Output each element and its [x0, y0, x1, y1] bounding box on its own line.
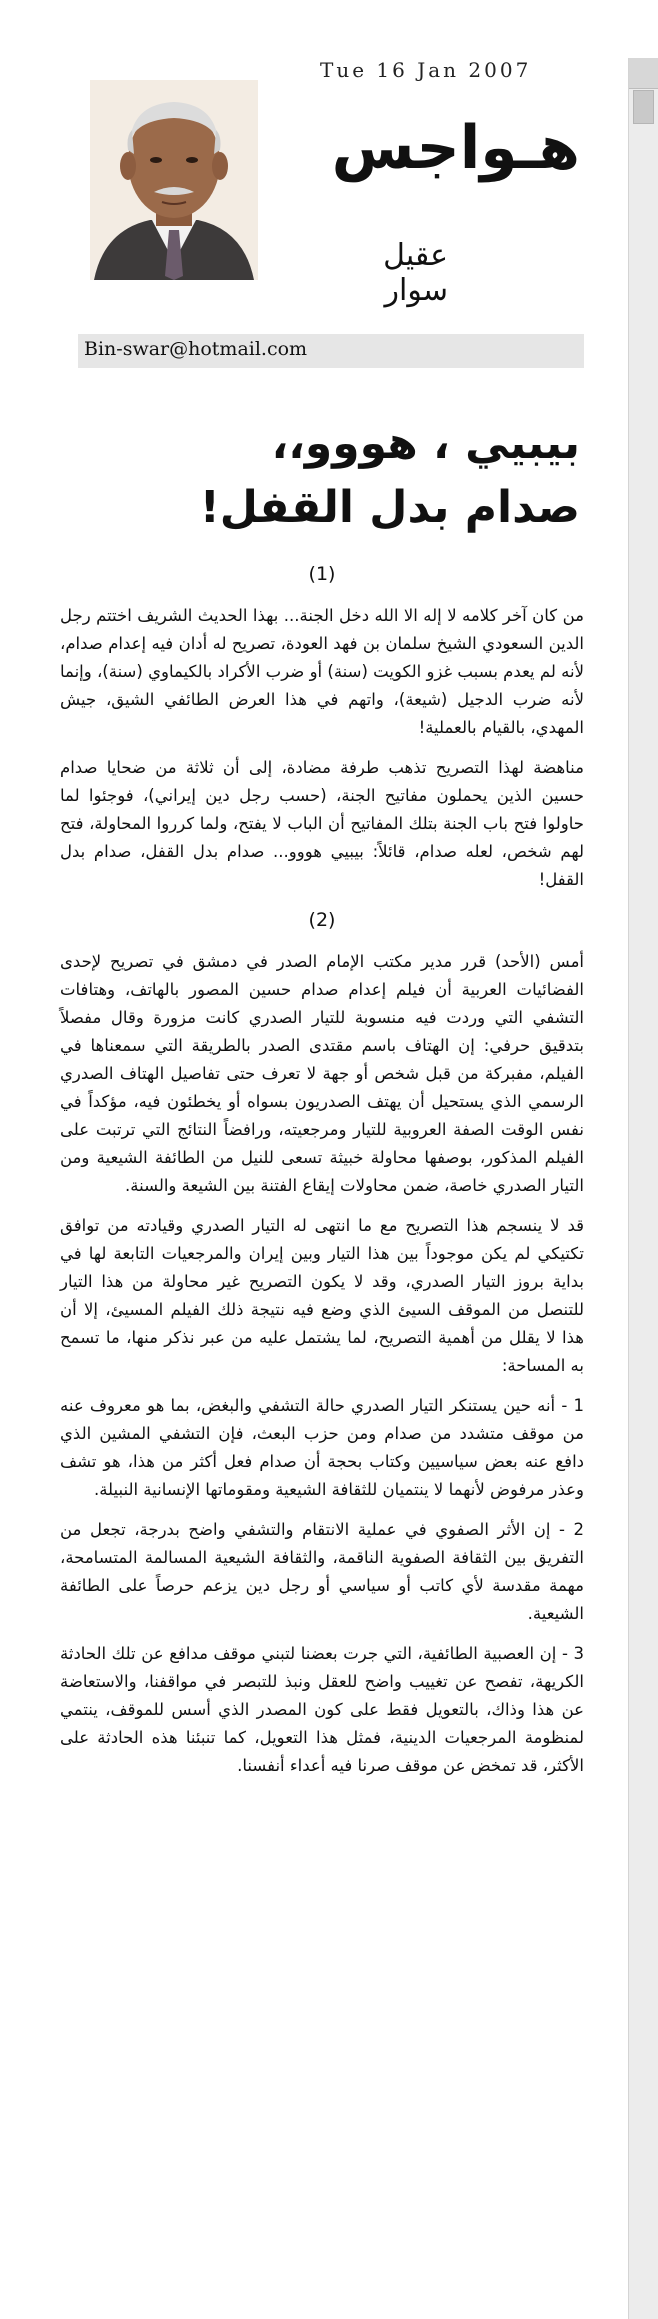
- article-body: [60, 558, 584, 1792]
- section-number: (2): [308, 909, 336, 931]
- author-email[interactable]: Bin-swar@hotmail.com: [84, 338, 308, 360]
- paragraph: من كان آخر كلامه لا إله الا الله دخل الجنة... بهذا الحديث الشريف اختتم رجل الدين السعودي الشيخ سلمان بن فهد العودة، تصريح له أدان فيه إعدام صدام، لأنه لم يعدم بسبب غزو الكويت (سنة) أو ضرب الأكراد بالكيماوي (سنة)، وإنما لأنه ضرب الدجيل (شيعة)، واتهم في هذا العرض الطائفي الشيق، جيش المهدي، بالقيام بالعملية!: [60, 606, 584, 737]
- scroll-up-button[interactable]: [629, 58, 658, 89]
- headline-line-1: بيبيي ، هووو،،: [271, 418, 580, 469]
- section-number: (1): [308, 563, 336, 585]
- article-headline: [60, 412, 580, 540]
- paragraph: أمس (الأحد) قرر مدير مكتب الإمام الصدر في دمشق في تصريح لإحدى الفضائيات العربية أن فيلم إعدام صدام حسين المصور بالهاتف، وهتافات التشفي التي وردت فيه منسوبة للتيار الصدري كانت مزورة وقال مفصلاً بتدقيق حرفي: إن الهتاف باسم مقتدى الصدر بالطريقة التي سمعناها في الفيلم، مفبركة من قبل شخص أو جهة لا تعرف حتى تفاصيل الهتاف الصدري الرسمي الذي يستحيل أن يهتف الصدريون بسواه أو يخطئون فيه، مؤكداً في نفس الوقت الصفة العروبية للتيار ومرجعيته، ورافضاً النتائج التي ترتبت على الفيلم المذكور، بوصفها محاولة خبيثة تسعى للنيل من الطائفة الشيعية ومن التيار الصدري خاصة، ضمن محاولات إيقاع الفتنة بين الشيعة والسنة.: [60, 952, 584, 1195]
- email-bar: [78, 334, 584, 368]
- author-photo: [90, 80, 258, 280]
- vertical-scrollbar[interactable]: [628, 58, 658, 2319]
- paragraph: 1 - أنه حين يستنكر التيار الصدري حالة التشفي والبغض، بما هو معروف عنه من موقف متشدد من صدام ومن حزب البعث، فإن التشفي المشين الذي دافع عنه بعض سياسيين وكتاب بحجة أن صدام فعل أكثر من هذا، هو تشف وعذر مرفوض لأنهما لا ينتميان للثقافة الشيعية ومقوماتها الإنسانية النبيلة.: [60, 1396, 584, 1499]
- author-name: عقيل سوار: [383, 238, 448, 308]
- paragraph: مناهضة لهذا التصريح تذهب طرفة مضادة، إلى أن ثلاثة من ضحايا صدام حسين الذين يحملون مفاتيح الجنة، (حسب رجل دين إيراني)، فوجئوا لما حاولوا فتح باب الجنة بتلك المفاتيح أن الباب لا يفتح، ولما كرروا المحاولة، فتح لهم شخص، لعله صدام، قائلاً: بيبيي هووو... صدام بدل القفل، صدام بدل القفل!: [60, 758, 584, 889]
- scroll-thumb[interactable]: [633, 90, 654, 124]
- paragraph: 2 - إن الأثر الصفوي في عملية الانتقام والتشفي واضح بدرجة، تجعل من التفريق بين الثقافة الصفوية الناقمة، والثقافة الشيعية المسالمة المتسامحة، مهمة مقدسة لأي كاتب أو سياسي أو رجل دين يزعم حرصاً على الطائفة الشيعية.: [60, 1520, 584, 1623]
- column-title: هـواجس: [331, 113, 580, 183]
- publication-date: Tue 16 Jan 2007: [320, 58, 532, 82]
- headline-line-2: صدام بدل القفل!: [199, 482, 580, 533]
- paragraph: قد لا ينسجم هذا التصريح مع ما انتهى له التيار الصدري وقيادته من توافق تكتيكي لم يكن موجوداً بين هذا التيار وبين إيران والمرجعيات التابعة لها في بداية بروز التيار الصدري، وقد لا يكون التصريح غير محاولة من هذا التيار للتنصل من الموقف السيئ الذي وضع فيه نتيجة ذلك الفيلم المسيئ، إلا أن هذا لا يقلل من أهمية التصريح، لما يشتمل عليه من عبر نذكر منها، ما تسمح به المساحة:: [60, 1216, 584, 1375]
- paragraph: 3 - إن العصبية الطائفية، التي جرت بعضنا لتبني موقف مدافع عن تلك الحادثة الكريهة، تفصح عن تغييب واضح للعقل ونبذ للتبصر في مواقفنا، والاستعاضة عن هذا وذاك، بالتعويل فقط على كون المصدر الذي أسس للموقف، ينتمي لمنظومة المرجعيات الدينية، فمثل هذا التعويل، كما تنبئنا هذه الحادثة على الأكثر، قد تمخض عن موقف صرنا فيه أعداء أنفسنا.: [60, 1644, 584, 1775]
